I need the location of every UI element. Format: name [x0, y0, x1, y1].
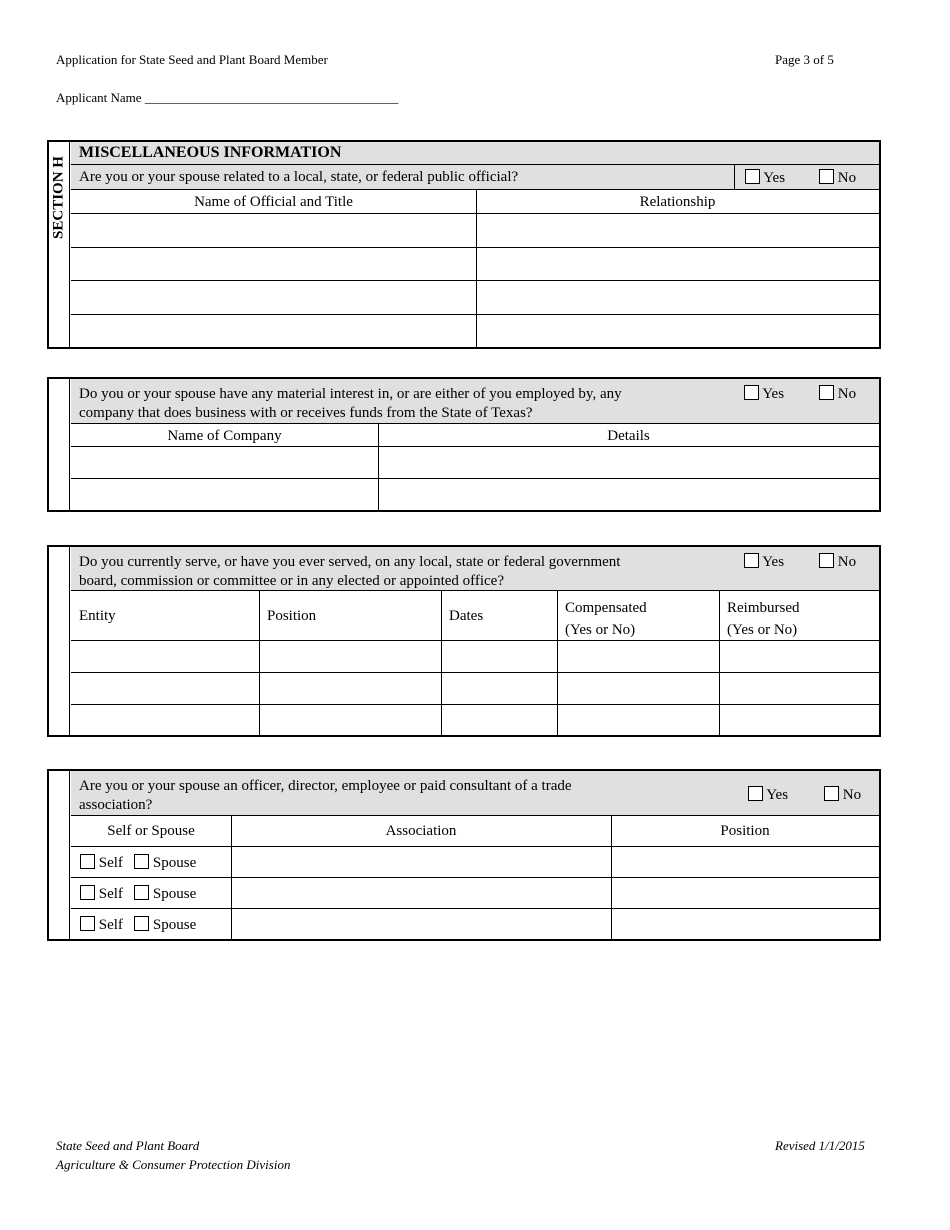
- page-number: Page 3 of 5: [775, 52, 834, 67]
- question-band: [71, 771, 879, 816]
- column-header-details: Details: [607, 428, 650, 444]
- related-official-section: [47, 140, 881, 349]
- self-spouse-row: Self Spouse: [80, 885, 196, 903]
- entity-cell[interactable]: [71, 641, 259, 672]
- column-header-official: Name of Official and Title: [194, 194, 353, 210]
- applicant-name-field[interactable]: _______________________________________: [144, 90, 399, 105]
- spouse-checkbox[interactable]: [134, 916, 149, 931]
- no-option[interactable]: No: [819, 169, 856, 187]
- yes-option[interactable]: Yes: [744, 553, 784, 571]
- company-name-cell[interactable]: [71, 447, 378, 478]
- yes-option[interactable]: Yes: [748, 786, 788, 804]
- no-checkbox[interactable]: [819, 385, 834, 400]
- yes-checkbox[interactable]: [748, 786, 763, 801]
- self-checkbox[interactable]: [80, 854, 95, 869]
- self-spouse-row: Self Spouse: [80, 854, 196, 872]
- column-header-relationship: Relationship: [639, 194, 716, 210]
- question-text: Do you currently serve, or have you ever served, on any local, state or federal government board, commission or committee or in any elected or appointed office?: [79, 554, 621, 589]
- form-title: Application for State Seed and Plant Board Member: [56, 52, 328, 67]
- footer-revised: Revised 1/1/2015: [775, 1138, 865, 1153]
- no-option[interactable]: No: [824, 786, 861, 804]
- footer-org-line2: Agriculture & Consumer Protection Division: [56, 1157, 291, 1172]
- question-band: [71, 165, 879, 190]
- government-service-section: [47, 545, 881, 737]
- no-option[interactable]: No: [819, 553, 856, 571]
- column-header-association: Association: [385, 823, 457, 839]
- material-interest-section: [47, 377, 881, 512]
- column-header-self-or-spouse: Self or Spouse: [107, 823, 195, 839]
- no-checkbox[interactable]: [824, 786, 839, 801]
- official-name-cell[interactable]: [71, 214, 476, 247]
- applicant-name-label: Applicant Name: [56, 90, 142, 105]
- spouse-checkbox[interactable]: [134, 885, 149, 900]
- self-checkbox[interactable]: [80, 916, 95, 931]
- section-stripe: [49, 142, 70, 347]
- footer-org-line1: State Seed and Plant Board: [56, 1138, 200, 1153]
- column-header-dates: Dates: [449, 608, 484, 624]
- trade-association-section: [47, 769, 881, 941]
- applicant-name-row: [56, 90, 398, 106]
- relationship-cell[interactable]: [477, 214, 879, 247]
- column-header-reimbursed: Reimbursed (Yes or No): [727, 600, 800, 638]
- details-cell[interactable]: [379, 447, 879, 478]
- section-h-label: SECTION H: [50, 156, 67, 239]
- no-checkbox[interactable]: [819, 553, 834, 568]
- column-header-position: Position: [267, 608, 317, 624]
- column-header-compensated: Compensated (Yes or No): [565, 600, 647, 638]
- column-header-entity: Entity: [79, 608, 116, 624]
- yes-option[interactable]: Yes: [744, 385, 784, 403]
- question-text: Are you or your spouse an officer, director, employee or paid consultant of a trade association?: [79, 778, 572, 813]
- no-option[interactable]: No: [819, 385, 856, 403]
- yes-checkbox[interactable]: [744, 553, 759, 568]
- yes-option[interactable]: Yes: [745, 169, 785, 187]
- yes-checkbox[interactable]: [744, 385, 759, 400]
- column-header-company: Name of Company: [167, 428, 282, 444]
- section-title-band: [71, 142, 879, 165]
- column-header-position: Position: [720, 823, 770, 839]
- no-checkbox[interactable]: [819, 169, 834, 184]
- question-band: [71, 547, 879, 591]
- self-spouse-row: Self Spouse: [80, 916, 196, 934]
- spouse-checkbox[interactable]: [134, 854, 149, 869]
- question-text: Do you or your spouse have any material interest in, or are either of you employed by, any company that does business with or receives funds from the State of Texas?: [79, 386, 622, 421]
- yes-checkbox[interactable]: [745, 169, 760, 184]
- section-title: MISCELLANEOUS INFORMATION: [79, 144, 342, 161]
- question-text: Are you or your spouse related to a local, state, or federal public official?: [79, 169, 519, 185]
- question-band: [71, 379, 879, 424]
- self-checkbox[interactable]: [80, 885, 95, 900]
